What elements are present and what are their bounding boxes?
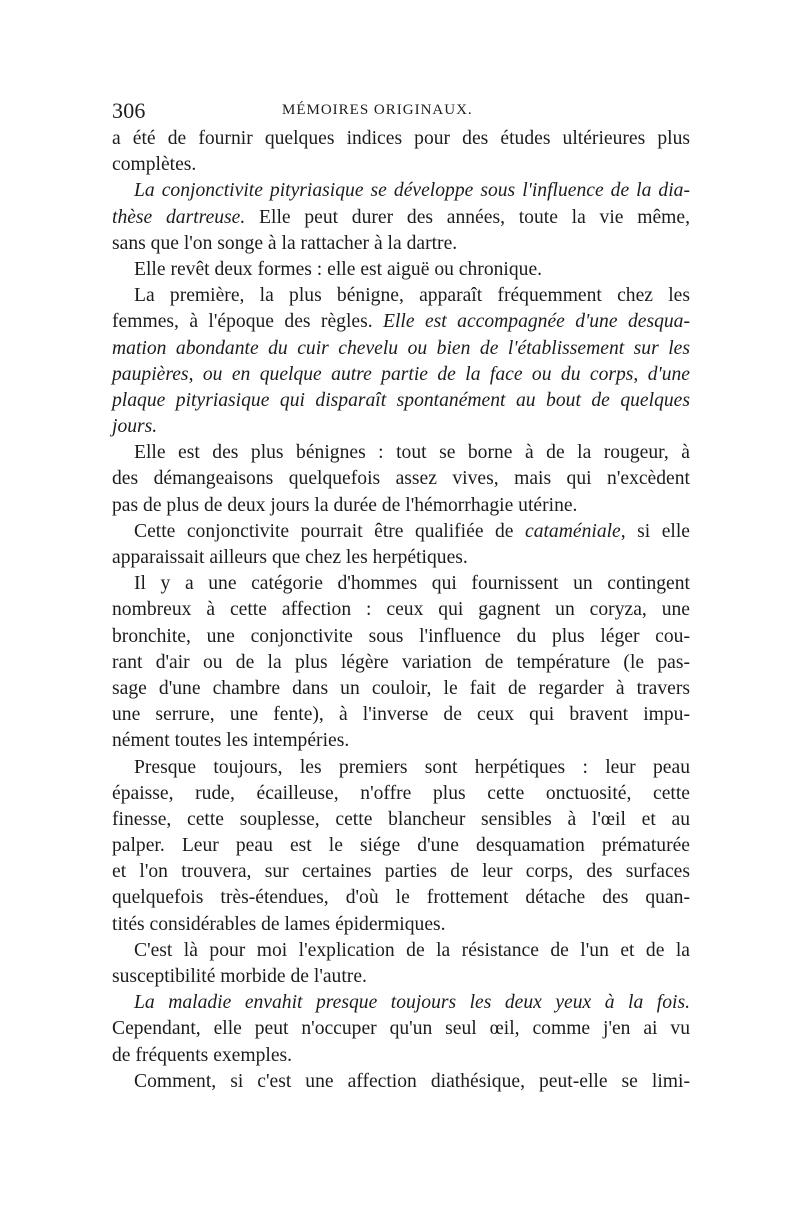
text-line xyxy=(112,388,690,414)
text-segment: rant d'air ou de la plus légère variation de température (le pas- xyxy=(112,651,690,673)
text-line xyxy=(112,1043,690,1069)
text-segment: des démangeaisons quelquefois assez vives, mais qui n'excèdent xyxy=(112,468,690,490)
text-segment: Cette conjonctivite pourrait être qualifiée de xyxy=(134,520,525,542)
running-title: MÉMOIRES ORIGINAUX. xyxy=(282,102,473,118)
text-line xyxy=(112,519,690,545)
italic-text: plaque pityriasique qui disparaît spontanément au bout de quelques xyxy=(112,389,690,411)
italic-text: ou en quelque autre partie de la face ou du corps xyxy=(202,363,634,385)
text-segment: , xyxy=(633,363,648,385)
text-segment: Elle revêt deux formes : elle est aiguë ou chronique. xyxy=(134,258,543,280)
text-line xyxy=(112,309,690,335)
text-line xyxy=(112,178,690,204)
page-number: 306 xyxy=(112,98,146,123)
text-segment: pas de plus de deux jours la durée de l'hémorrhagie utérine. xyxy=(112,494,578,516)
text-line xyxy=(112,676,690,702)
text-segment: Comment, si c'est une affection diathésique, peut-elle se limi- xyxy=(134,1070,690,1092)
text-line xyxy=(112,571,690,597)
text-segment: sans que l'on songe à la rattacher à la dartre. xyxy=(112,232,458,254)
text-segment: finesse, cette souplesse, cette blancheur sensibles à l'œil et au xyxy=(112,808,690,830)
text-line xyxy=(112,493,690,519)
text-segment: complètes. xyxy=(112,154,197,176)
text-line xyxy=(112,545,690,571)
text-line xyxy=(112,807,690,833)
italic-text: Elle est accompagnée d'une desqua- xyxy=(383,311,690,333)
text-segment: , si elle xyxy=(620,520,690,542)
text-line xyxy=(112,414,690,440)
book-page xyxy=(112,92,690,1095)
text-segment: Elle est des plus bénignes : tout se borne à de la rougeur, à xyxy=(134,442,690,464)
text-segment: épaisse, rude, écailleuse, n'offre plus cette onctuosité, cette xyxy=(112,782,690,804)
text-segment: quelquefois très-étendues, d'où le frottement détache des quan- xyxy=(112,887,690,909)
text-segment: a été de fournir quelques indices pour des études ultérieures plus xyxy=(112,128,690,149)
text-line xyxy=(112,990,690,1016)
text-segment: Presque toujours, les premiers sont herpétiques : leur peau xyxy=(134,756,690,778)
text-segment: Il y a une catégorie d'hommes qui fournissent un contingent xyxy=(134,573,690,595)
text-line xyxy=(112,728,690,754)
text-line xyxy=(112,885,690,911)
text-line xyxy=(112,257,690,283)
text-line xyxy=(112,755,690,781)
text-segment: bronchite, une conjonctivite sous l'influence du plus léger cou- xyxy=(112,625,690,647)
running-head xyxy=(112,92,690,126)
text-line xyxy=(112,466,690,492)
text-segment: nombreux à cette affection : ceux qui gagnent un coryza, une xyxy=(112,599,690,621)
text-segment: palper. Leur peau est le siége d'une desquamation prématurée xyxy=(112,835,690,857)
text-segment: susceptibilité morbide de l'autre. xyxy=(112,966,367,987)
text-line xyxy=(112,597,690,623)
text-segment: apparaissait ailleurs que chez les herpétiques. xyxy=(112,547,468,568)
text-line xyxy=(112,964,690,990)
italic-text: jours. xyxy=(112,416,158,438)
body-text xyxy=(112,126,690,1095)
text-segment: Elle peut durer des années, toute la vie même, xyxy=(245,206,690,228)
italic-text: mation abondante du cuir chevelu ou bien de l'établissement sur les xyxy=(112,337,690,359)
text-line xyxy=(112,336,690,362)
text-segment: et l'on trouvera, sur certaines parties de leur corps, des surfaces xyxy=(112,861,690,883)
text-line xyxy=(112,283,690,309)
text-segment: La première, la plus bénigne, apparaît fréquemment chez les xyxy=(134,285,690,307)
text-line xyxy=(112,1069,690,1095)
text-line xyxy=(112,833,690,859)
text-line xyxy=(112,650,690,676)
italic-text: d'une xyxy=(647,363,690,385)
text-line xyxy=(112,1016,690,1042)
text-line xyxy=(112,205,690,231)
text-segment: C'est là pour moi l'explication de la résistance de l'un et de la xyxy=(134,939,690,961)
text-segment: , xyxy=(188,363,203,385)
text-segment: femmes, à l'époque des règles. xyxy=(112,311,384,333)
italic-text: La maladie envahit presque toujours les deux yeux à la fois. xyxy=(134,992,690,1014)
text-line xyxy=(112,440,690,466)
text-line xyxy=(112,152,690,178)
text-segment: tités considérables de lames épidermiques. xyxy=(112,913,446,935)
text-line xyxy=(112,702,690,728)
italic-text: thèse dartreuse. xyxy=(112,206,246,228)
text-line xyxy=(112,912,690,938)
text-line xyxy=(112,938,690,964)
text-line xyxy=(112,859,690,885)
text-line xyxy=(112,362,690,388)
text-line xyxy=(112,781,690,807)
text-line xyxy=(112,624,690,650)
text-segment: une serrure, une fente), à l'inverse de ceux qui bravent impu- xyxy=(112,704,690,726)
text-segment: nément toutes les intempéries. xyxy=(112,730,350,752)
text-line xyxy=(112,126,690,152)
italic-text: cataméniale xyxy=(525,520,621,542)
italic-text: paupières xyxy=(112,363,189,385)
italic-text: La conjonctivite pityriasique se développe sous l'influence de la dia- xyxy=(134,180,690,202)
text-line xyxy=(112,231,690,257)
text-segment: sage d'une chambre dans un couloir, le fait de regarder à travers xyxy=(112,677,690,699)
text-segment: Cependant, elle peut n'occuper qu'un seul œil, comme j'en ai vu xyxy=(112,1018,690,1040)
text-segment: de fréquents exemples. xyxy=(112,1044,293,1066)
